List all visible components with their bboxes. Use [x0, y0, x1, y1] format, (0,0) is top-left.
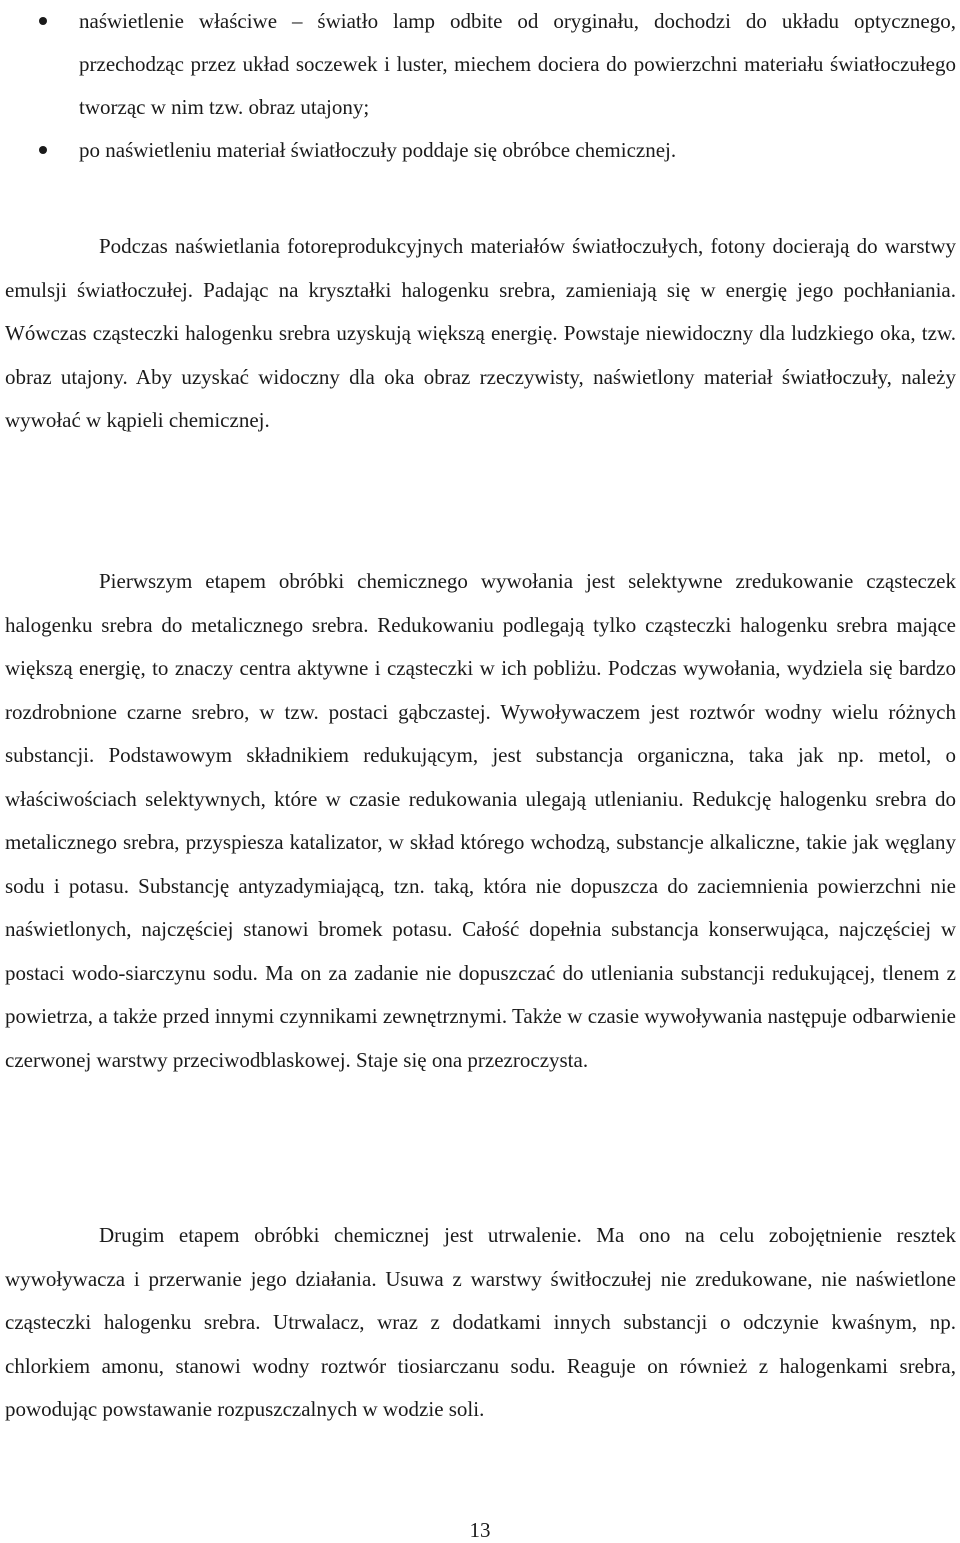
list-item	[0, 0, 960, 129]
bullet-icon	[39, 146, 47, 154]
paragraph-fixing: Drugim etapem obróbki chemicznej jest utrwalenie. Ma ono na celu zobojętnienie resztek wywoływacza i przerwanie jego działania. Usuwa z warstwy świtłoczułej nie zredukowane, nie naświetlone cząsteczki halogenku srebra. Utrwalacz, wraz z dodatkami innych substancji o odczynie kwaśnym, np. chlorkiem amonu, stanowi wodny roztwór tiosiarczanu sodu. Reaguje on również z halogenkami srebra, powodując powstawanie rozpuszczalnych w wodzie soli.	[5, 1223, 956, 1421]
bullet-icon	[39, 17, 47, 25]
paragraph-exposure: Podczas naświetlania fotoreprodukcyjnych materiałów światłoczułych, fotony docierają do warstwy emulsji światłoczułej. Padając na kryształki halogenku srebra, zamieniają się w energię jego pochłaniania. Wówczas cząsteczki halogenku srebra uzyskują większą energię. Powstaje niewidoczny dla ludzkiego oka, tzw. obraz utajony. Aby uzyskać widoczny dla oka obraz rzeczywisty, naświetlony materiał światłoczuły, należy wywołać w kąpieli chemicznej.	[5, 234, 956, 432]
bullet-list	[0, 0, 960, 172]
page-number: 13	[469, 1518, 491, 1542]
bullet-text: po naświetleniu materiał światłoczuły poddaje się obróbce chemicznej.	[79, 138, 677, 162]
list-item	[0, 129, 960, 172]
bullet-text: naświetlenie właściwe – światło lamp odbite od oryginału, dochodzi do układu optycznego, przechodząc przez układ soczewek i luster, miechem dociera do powierzchni materiału światłoczułego tworząc w nim tzw. obraz utajony;	[79, 9, 956, 119]
paragraph-development: Pierwszym etapem obróbki chemicznego wywołania jest selektywne zredukowanie cząsteczek halogenku srebra do metalicznego srebra. Redukowaniu podlegają tylko cząsteczki halogenku srebra mające większą energię, to znaczy centra aktywne i cząsteczki w ich pobliżu. Podczas wywołania, wydziela się bardzo rozdrobnione czarne srebro, w tzw. postaci gąbczastej. Wywoływaczem jest roztwór wodny wielu różnych substancji. Podstawowym składnikiem redukującym, jest substancja organiczna, taka jak np. metol, o właściwościach selektywnych, które w czasie redukowania ulegają utlenianiu. Redukcję halogenku srebra do metalicznego srebra, przyspiesza katalizator, w skład którego wchodzą, substancje alkaliczne, takie jak węglany sodu i potasu. Substancję antyzadymiającą, tzn. taką, która nie dopuszcza do zaciemnienia powierzchni nie naświetlonych, najczęściej stanowi bromek potasu. Całość dopełnia substancja konserwująca, najczęściej w postaci wodo-siarczynu sodu. Ma on za zadanie nie dopuszczać do utleniania substancji redukującej, tlenem z powietrza, a także przed innymi czynnikami zewnętrznymi. Także w czasie wywoływania następuje odbarwienie czerwonej warstwy przeciwodblaskowej. Staje się ona przezroczysta.	[5, 569, 956, 1072]
